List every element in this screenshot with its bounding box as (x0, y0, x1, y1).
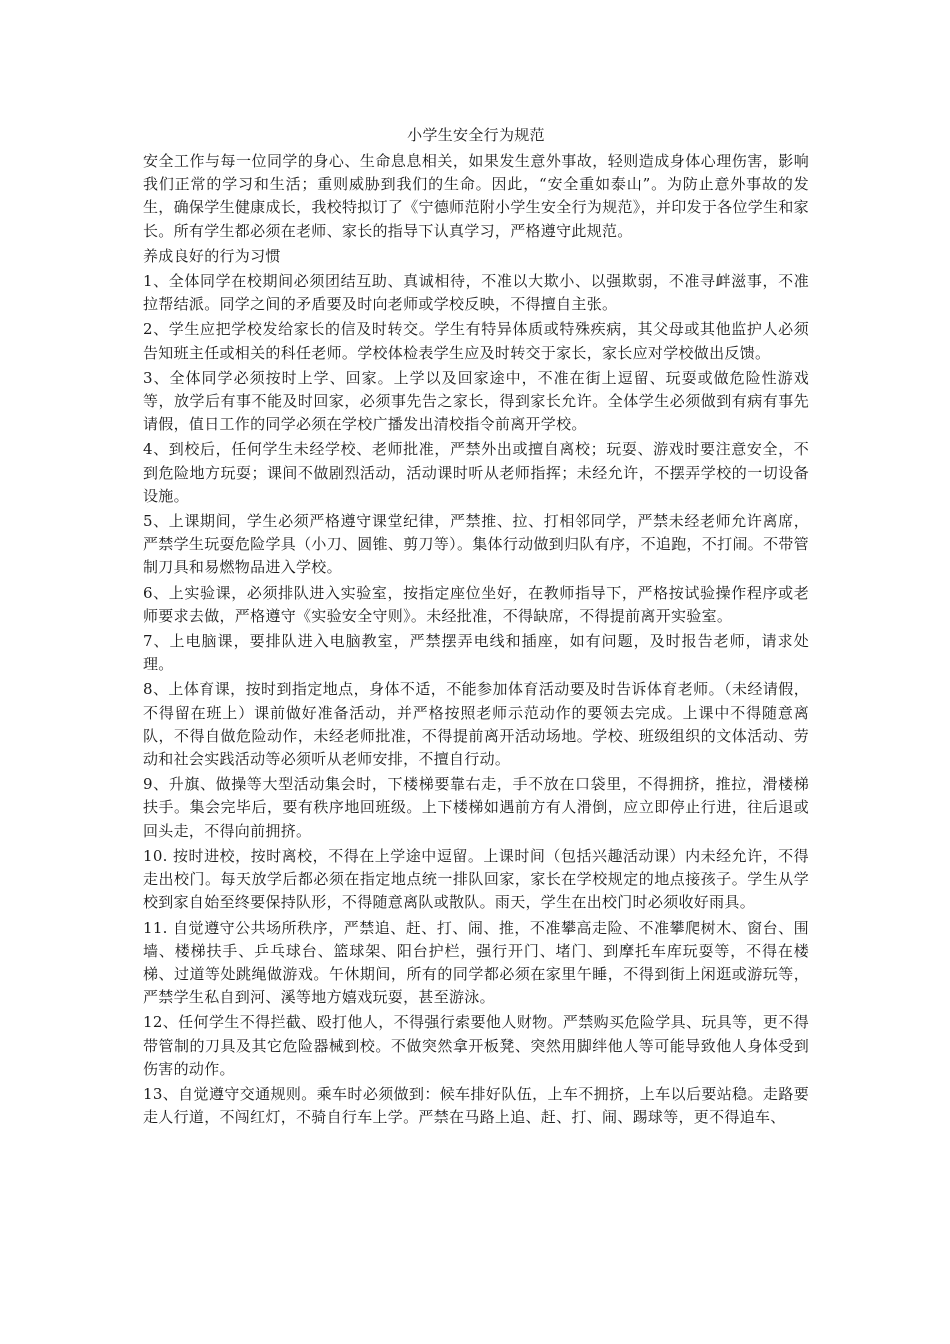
rule-item-2: 2、学生应把学校发给家长的信及时转交。学生有特异体质或特殊疾病，其父母或其他监护人必须告知班主任或相关的科任老师。学校体检表学生应及时转交于家长，家长应对学校做出反馈。 (143, 320, 809, 362)
document-page (143, 124, 809, 1131)
rule-item-5: 5、上课期间，学生必须严格遵守课堂纪律，严禁推、拉、打相邻同学，严禁未经老师允许离席，严禁学生玩耍危险学具（小刀、圆锥、剪刀等）。集体行动做到归队有序，不追跑，不打闹。不带管制刀具和易燃物品进入学校。 (143, 512, 809, 577)
rule-item-9: 9、升旗、做操等大型活动集会时，下楼梯要靠右走，手不放在口袋里，不得拥挤，推拉，滑楼梯扶手。集会完毕后，要有秩序地回班级。上下楼梯如遇前方有人滑倒，应立即停止行进，往后退或回头走，不得向前拥挤。 (143, 775, 809, 840)
rule-item-13: 13、自觉遵守交通规则。乘车时必须做到：候车排好队伍，上车不拥挤，上车以后要站稳。走路要走人行道，不闯红灯，不骑自行车上学。严禁在马路上追、赶、打、闹、踢球等，更不得追车、 (143, 1084, 809, 1127)
section-heading: 养成良好的行为习惯 (143, 246, 281, 265)
rule-item-4: 4、到校后，任何学生未经学校、老师批准，严禁外出或擅自离校；玩耍、游戏时要注意安全，不到危险地方玩耍；课间不做剧烈活动，活动课时听从老师指挥；未经允许，不摆弄学校的一切设备设施。 (143, 440, 809, 505)
rule-item-1: 1、全体同学在校期间必须团结互助、真诚相待，不准以大欺小、以强欺弱，不准寻衅滋事，不准拉帮结派。同学之间的矛盾要及时向老师或学校反映，不得擅自主张。 (143, 272, 809, 314)
rule-item-3: 3、全体同学必须按时上学、回家。上学以及回家途中，不准在街上逗留、玩耍或做危险性游戏等，放学后有事不能及时回家，必须事先告之家长，得到家长允许。全体学生必须做到有病有事先请假，值日工作的同学必须在学校广播发出清校指令前离开学校。 (143, 368, 809, 434)
rule-item-7: 7、上电脑课，要排队进入电脑教室，严禁摆弄电线和插座，如有问题，及时报告老师，请求处理。 (143, 632, 809, 674)
intro-paragraph: 安全工作与每一位同学的身心、生命息息相关，如果发生意外事故，轻则造成身体心理伤害，影响我们正常的学习和生活；重则威胁到我们的生命。因此，“安全重如泰山”。为防止意外事故的发生，确保学生健康成长，我校特拟订了《宁德师范附小学生安全行为规范》，并印发于各位学生和家长。所有学生都必须在老师、家长的指导下认真学习，严格遵守此规范。 (143, 152, 809, 240)
rule-item-11: 11. 自觉遵守公共场所秩序，严禁追、赶、打、闹、推，不准攀高走险、不准攀爬树木、窗台、围墙、楼梯扶手、乒乓球台、篮球架、阳台护栏，强行开门、堵门、到摩托车库玩耍等，不得在楼梯、过道等处跳绳做游戏。午休期间，所有的同学都必须在家里午睡，不得到街上闲逛或游玩等，严禁学生私自到河、溪等地方嬉戏玩耍，甚至游泳。 (143, 918, 809, 1007)
rule-item-8: 8、上体育课，按时到指定地点，身体不适，不能参加体育活动要及时告诉体育老师。（未经请假，不得留在班上）课前做好准备活动，并严格按照老师示范动作的要领去完成。上课中不得随意离队，不得自做危险动作，未经老师批准，不得提前离开活动场地。学校、班级组织的文体活动、劳动和社会实践活动等必须听从老师安排，不擅自行动。 (143, 680, 809, 769)
rule-item-10: 10. 按时进校，按时离校，不得在上学途中逗留。上课时间（包括兴趣活动课）内未经允许，不得走出校门。每天放学后都必须在指定地点统一排队回家，家长在学校规定的地点接孩子。学生从学校到家自始至终要保持队形，不得随意离队或散队。雨天，学生在出校门时必须收好雨具。 (143, 846, 809, 912)
document-title: 小学生安全行为规范 (407, 126, 545, 144)
rule-item-6: 6、上实验课，必须排队进入实验室，按指定座位坐好，在教师指导下，严格按试验操作程序或老师要求去做，严格遵守《实验安全守则》。未经批准，不得缺席，不得提前离开实验室。 (143, 583, 809, 625)
rule-item-12: 12、任何学生不得拦截、殴打他人，不得强行索要他人财物。严禁购买危险学具、玩具等，更不得带管制的刀具及其它危险器械到校。不做突然拿开板凳、突然用脚绊他人等可能导致他人身体受到伤害的动作。 (143, 1013, 809, 1078)
